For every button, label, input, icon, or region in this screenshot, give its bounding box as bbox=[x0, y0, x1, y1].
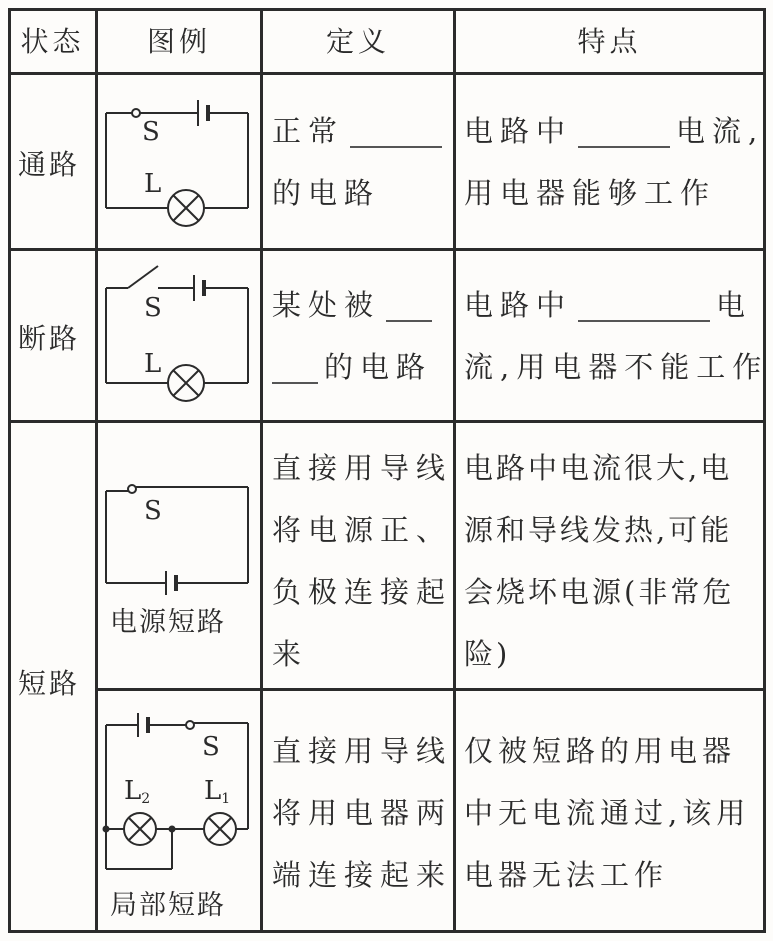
state-label-open: 断路 bbox=[18, 322, 81, 355]
switch-label: S bbox=[144, 293, 162, 323]
lamp-l1-subscript: 1 bbox=[221, 791, 231, 807]
definition-closed bbox=[272, 100, 448, 224]
features-text: 中无电流通过,该用 bbox=[464, 796, 751, 830]
definition-text: 直接用导线 bbox=[272, 734, 453, 768]
features-text: 电流, bbox=[676, 114, 765, 148]
table-border-bottom bbox=[8, 930, 766, 933]
definition-text: 将用电器两 bbox=[272, 796, 453, 830]
switch-label: S bbox=[142, 117, 160, 147]
features-text: 电路中电流很大,电 bbox=[464, 451, 733, 485]
column-divider bbox=[453, 8, 456, 933]
answer-blank bbox=[386, 292, 432, 322]
definition-text: 某处被 bbox=[272, 288, 381, 322]
lamp-l1-letter: L bbox=[204, 776, 222, 806]
features-text: 会烧坏电源(非常危 bbox=[464, 575, 735, 609]
header-legend: 图例 bbox=[146, 25, 211, 58]
open-circuit-diagram bbox=[98, 250, 258, 418]
features-text: 险) bbox=[464, 637, 511, 671]
definition-power-short bbox=[272, 437, 452, 685]
closed-circuit-diagram bbox=[98, 75, 258, 245]
definition-text: 直接用导线 bbox=[272, 451, 453, 485]
table-border-left bbox=[8, 8, 11, 933]
answer-blank bbox=[272, 354, 318, 384]
lamp-l2-letter: L bbox=[124, 776, 142, 806]
features-text: 流,用电器不能工作 bbox=[464, 350, 769, 384]
header-features: 特点 bbox=[577, 25, 642, 58]
features-text: 仅被短路的用电器 bbox=[464, 734, 737, 768]
definition-text: 将电源正、 bbox=[272, 513, 453, 547]
features-text: 电器无法工作 bbox=[464, 858, 669, 892]
header-state: 状态 bbox=[20, 25, 85, 58]
switch-label: S bbox=[144, 496, 162, 526]
definition-text: 的电路 bbox=[324, 350, 433, 384]
lamp-l2-label bbox=[124, 776, 150, 807]
power-short-circuit-diagram bbox=[98, 423, 258, 687]
column-divider bbox=[260, 8, 263, 933]
header-definition: 定义 bbox=[325, 25, 390, 58]
lamp-l1-label bbox=[204, 776, 230, 807]
features-partial-short bbox=[464, 720, 750, 906]
definition-text: 端连接起来 bbox=[272, 858, 453, 892]
definition-text: 来 bbox=[272, 637, 309, 671]
answer-blank bbox=[350, 118, 442, 148]
definition-partial-short bbox=[272, 720, 452, 906]
lamp-label: L bbox=[144, 169, 162, 199]
partial-short-caption: 局部短路 bbox=[110, 890, 226, 921]
features-text: 用电器能够工作 bbox=[464, 176, 717, 210]
features-text: 电路中 bbox=[464, 288, 573, 322]
lamp-l2-subscript: 2 bbox=[141, 791, 151, 807]
features-open bbox=[464, 274, 768, 398]
switch-label: S bbox=[202, 732, 220, 762]
answer-blank bbox=[578, 292, 710, 322]
features-text: 源和导线发热,可能 bbox=[464, 513, 733, 547]
definition-text: 负极连接起 bbox=[272, 575, 453, 609]
power-short-caption: 电源短路 bbox=[110, 607, 226, 638]
definition-open bbox=[272, 274, 438, 398]
answer-blank bbox=[578, 118, 670, 148]
features-text: 电路中 bbox=[464, 114, 573, 148]
lamp-label: L bbox=[144, 349, 162, 379]
state-label-closed: 通路 bbox=[18, 148, 81, 181]
features-closed bbox=[464, 100, 764, 224]
definition-text: 的电路 bbox=[272, 176, 381, 210]
features-text: 电 bbox=[716, 288, 753, 322]
state-label-short: 短路 bbox=[18, 667, 81, 700]
features-power-short bbox=[464, 437, 734, 685]
definition-text: 正常 bbox=[272, 114, 345, 148]
